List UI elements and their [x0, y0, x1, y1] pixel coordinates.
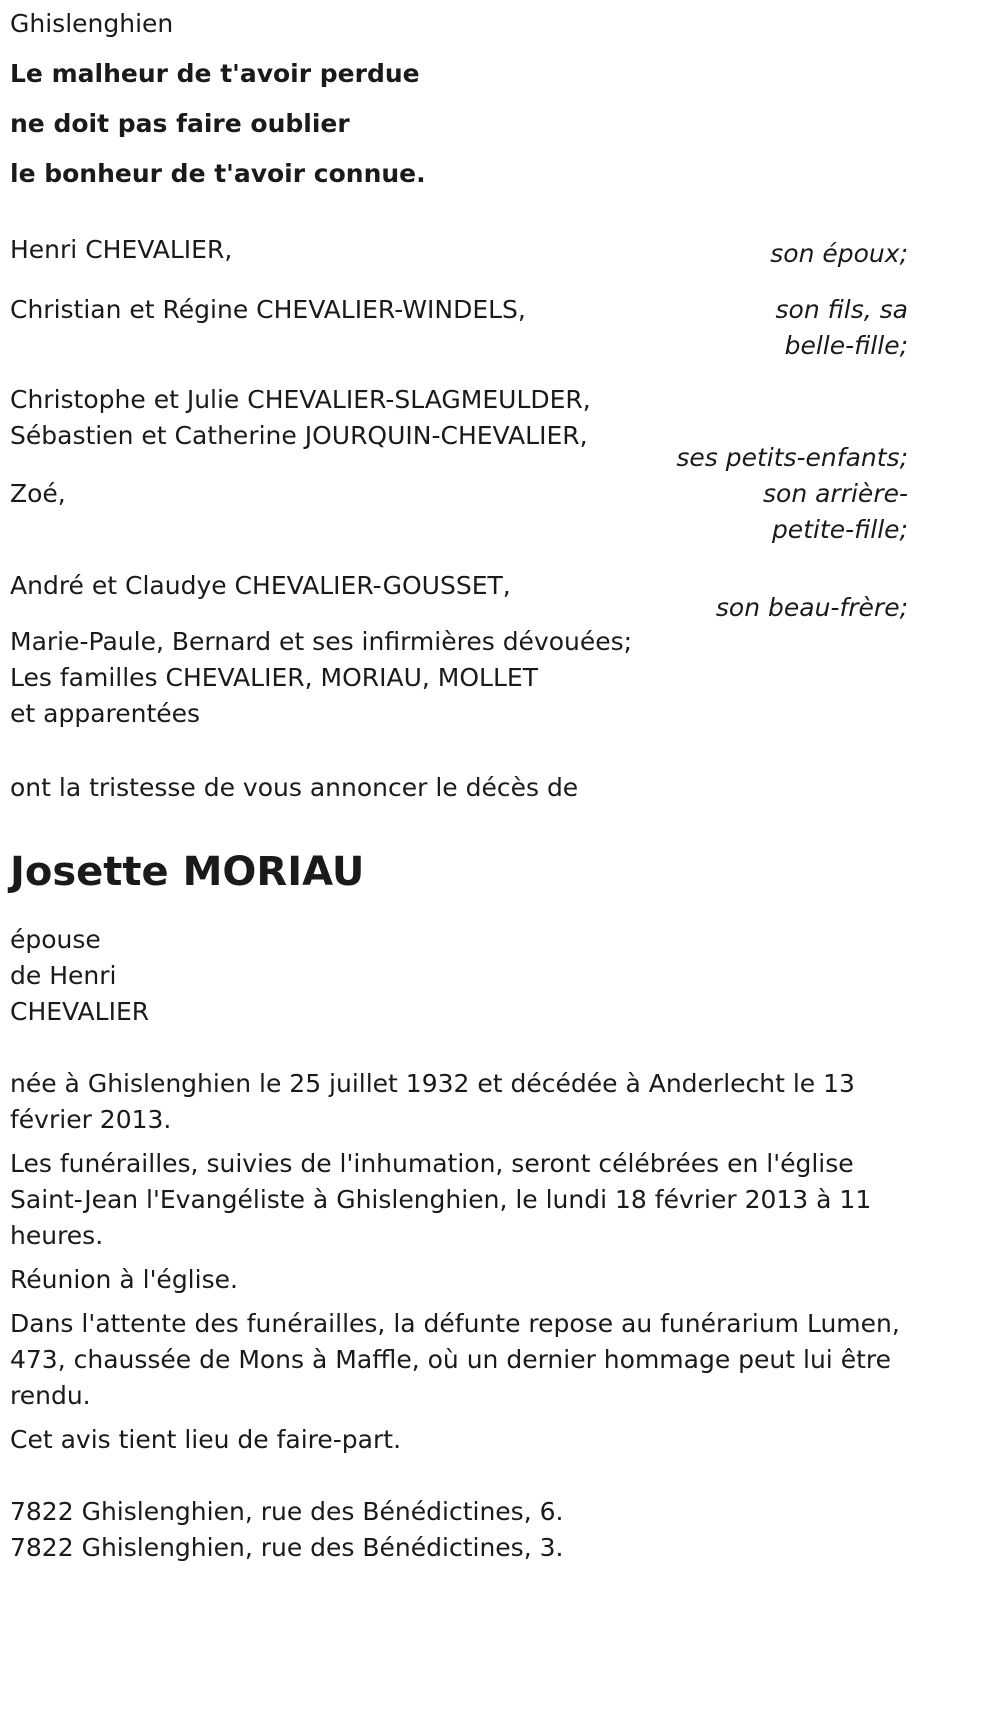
family-other-line: Les familles CHEVALIER, MORIAU, MOLLET: [10, 663, 538, 692]
birth-death-text: née à Ghislenghien le 25 juillet 1932 et décédée à Anderlecht le 13 février 2013.: [10, 1069, 855, 1134]
obituary-notice: [10, 4, 990, 1566]
funeral-text: Les funérailles, suivies de l'inhumation, seront célébrées en l'église Saint-Jean l'Evangéliste à Ghislenghien, le lundi 18 février 2013 à 11 heures.: [10, 1149, 872, 1250]
family-entry-brother-in-law: [10, 566, 990, 624]
family-entry-great-granddaughter: [10, 474, 990, 566]
family-name: Zoé,: [10, 479, 66, 508]
address-line: 7822 Ghislenghien, rue des Bénédictines, 3.: [10, 1533, 564, 1562]
family-name: Christophe et Julie CHEVALIER-SLAGMEULDER,: [10, 385, 591, 414]
family-others: [10, 624, 990, 732]
notice-text: Cet avis tient lieu de faire-part.: [10, 1425, 402, 1454]
family-role: ses petits-enfants;: [676, 443, 908, 472]
family-other-line: Marie-Paule, Bernard et ses infirmières dévouées;: [10, 627, 633, 656]
family-name: Sébastien et Catherine JOURQUIN-CHEVALIER,: [10, 421, 588, 450]
family-role: son beau-frère;: [715, 593, 908, 622]
family-entry-son: [10, 290, 990, 382]
address-block: [10, 1494, 990, 1566]
family-name: Henri CHEVALIER,: [10, 235, 233, 264]
family-other-line: et apparentées: [10, 699, 201, 728]
family-entry-grandchildren: [10, 382, 990, 472]
spouse-line: épouse: [10, 925, 101, 954]
meeting-text: Réunion à l'église.: [10, 1265, 238, 1294]
address-line: 7822 Ghislenghien, rue des Bénédictines, 6.: [10, 1497, 564, 1526]
family-role: son époux;: [770, 239, 908, 268]
spouse-block: [10, 922, 990, 1030]
poem: [10, 54, 990, 194]
location-heading: Ghislenghien: [10, 9, 174, 38]
family-entry-husband: [10, 230, 990, 270]
details-block: [10, 1066, 990, 1458]
family-name: Christian et Régine CHEVALIER-WINDELS,: [10, 295, 526, 324]
rest-text: Dans l'attente des funérailles, la défunte repose au funérarium Lumen, 473, chaussée de Mons à Maffle, où un dernier hommage peut lui être rendu.: [10, 1309, 900, 1410]
poem-line: Le malheur de t'avoir perdue: [10, 59, 420, 88]
family-role: son fils, sa belle-fille;: [775, 295, 908, 360]
family-role: son arrière-petite-fille;: [763, 479, 908, 544]
spouse-line: CHEVALIER: [10, 997, 150, 1026]
family-name: André et Claudye CHEVALIER-GOUSSET,: [10, 571, 511, 600]
family-list: [10, 230, 990, 732]
spouse-line: de Henri: [10, 961, 117, 990]
announcement-text: ont la tristesse de vous annoncer le décès de: [10, 773, 579, 802]
poem-line: le bonheur de t'avoir connue.: [10, 159, 426, 188]
poem-line: ne doit pas faire oublier: [10, 109, 350, 138]
deceased-name: Josette MORIAU: [10, 849, 365, 895]
